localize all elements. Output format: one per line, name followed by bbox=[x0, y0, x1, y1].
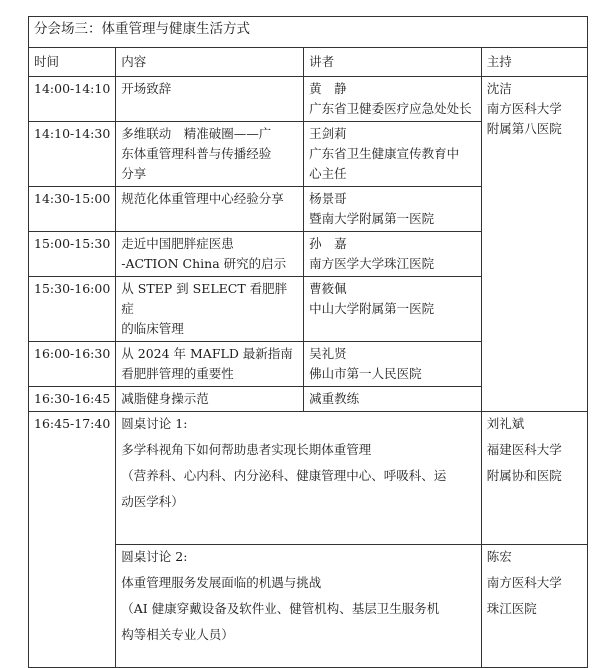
content-line: 减脂健身操示范 bbox=[121, 391, 209, 406]
table-row bbox=[29, 77, 588, 122]
header-host: 主持 bbox=[481, 48, 587, 77]
content-line: 从 STEP 到 SELECT 看肥胖症 bbox=[121, 281, 288, 316]
host-affiliation: 福建医科大学 bbox=[486, 442, 562, 457]
speaker-affiliation: 心主任 bbox=[309, 166, 347, 181]
speaker-affiliation: 暨南大学附属第一医院 bbox=[309, 211, 435, 226]
content-line: 开场致辞 bbox=[121, 81, 172, 96]
speaker-name: 王剑莉 bbox=[309, 126, 347, 141]
roundtable-title: 圆桌讨论 1: bbox=[121, 416, 188, 431]
row-speaker bbox=[304, 342, 482, 387]
content-line: 东体重管理科普与传播经验 bbox=[121, 146, 272, 161]
content-line: -ACTION China 研究的启示 bbox=[121, 256, 287, 271]
row-content bbox=[116, 277, 304, 342]
schedule-table bbox=[28, 16, 588, 668]
speaker-affiliation: 南方医学大学珠江医院 bbox=[309, 256, 435, 271]
row-time: 15:00-15:30 bbox=[29, 232, 116, 277]
roundtable-participants: （AI 健康穿戴设备及软件业、健管机构、基层卫生服务机 bbox=[121, 601, 440, 616]
roundtable-participants: 动医学科） bbox=[121, 494, 184, 509]
row-time: 14:10-14:30 bbox=[29, 122, 116, 187]
host-affiliation: 南方医科大学 bbox=[486, 575, 562, 590]
table-row bbox=[29, 412, 588, 545]
row-time: 14:30-15:00 bbox=[29, 187, 116, 232]
speaker-affiliation: 佛山市第一人民医院 bbox=[309, 366, 422, 381]
row-speaker bbox=[304, 122, 482, 187]
speaker-name: 黄 静 bbox=[309, 81, 347, 96]
speaker-affiliation: 广东省卫健委医疗应急处处长 bbox=[309, 101, 472, 116]
header-time: 时间 bbox=[29, 48, 116, 77]
host-name: 沈洁 bbox=[486, 81, 512, 96]
row-content bbox=[116, 122, 304, 187]
host-affiliation: 珠江医院 bbox=[486, 601, 537, 616]
roundtable-time: 16:45-17:40 bbox=[29, 412, 116, 668]
speaker-affiliation: 中山大学附属第一医院 bbox=[309, 301, 435, 316]
roundtable-1 bbox=[116, 412, 481, 545]
table-title: 分会场三：体重管理与健康生活方式 bbox=[29, 17, 588, 48]
roundtable-title: 圆桌讨论 2: bbox=[121, 549, 188, 564]
row-time: 15:30-16:00 bbox=[29, 277, 116, 342]
content-line: 分享 bbox=[121, 166, 147, 181]
content-line: 看肥胖管理的重要性 bbox=[121, 366, 234, 381]
host-cell bbox=[481, 77, 587, 412]
content-line: 多维联动 精准破圈——广 bbox=[121, 126, 272, 141]
host-affiliation: 附属第八医院 bbox=[486, 121, 562, 136]
row-speaker bbox=[304, 277, 482, 342]
row-speaker bbox=[304, 77, 482, 122]
content-line: 的临床管理 bbox=[121, 321, 184, 336]
speaker-name: 杨景哥 bbox=[309, 191, 347, 206]
speaker-name: 减重教练 bbox=[309, 391, 360, 406]
roundtable-1-host bbox=[481, 412, 587, 545]
roundtable-participants: （营养科、心内科、内分泌科、健康管理中心、呼吸科、运 bbox=[121, 468, 447, 483]
header-content: 内容 bbox=[116, 48, 304, 77]
row-speaker bbox=[304, 187, 482, 232]
row-content bbox=[116, 387, 304, 412]
host-name: 陈宏 bbox=[486, 549, 512, 564]
content-line: 规范化体重管理中心经验分享 bbox=[121, 191, 284, 206]
host-name: 刘礼斌 bbox=[486, 416, 525, 431]
row-content bbox=[116, 187, 304, 232]
host-affiliation: 南方医科大学 bbox=[486, 101, 562, 116]
row-time: 16:00-16:30 bbox=[29, 342, 116, 387]
speaker-name: 曹筱佩 bbox=[309, 281, 347, 296]
row-speaker bbox=[304, 387, 482, 412]
row-time: 14:00-14:10 bbox=[29, 77, 116, 122]
roundtable-2 bbox=[116, 545, 481, 668]
row-content bbox=[116, 232, 304, 277]
row-speaker bbox=[304, 232, 482, 277]
row-content bbox=[116, 342, 304, 387]
roundtable-participants: 构等相关专业人员） bbox=[121, 627, 234, 642]
roundtable-topic: 多学科视角下如何帮助患者实现长期体重管理 bbox=[121, 442, 372, 457]
speaker-affiliation: 广东省卫生健康宣传教育中 bbox=[309, 146, 460, 161]
content-line: 走近中国肥胖症医患 bbox=[121, 236, 234, 251]
roundtable-topic: 体重管理服务发展面临的机遇与挑战 bbox=[121, 575, 322, 590]
header-speaker: 讲者 bbox=[304, 48, 482, 77]
speaker-name: 吴礼贤 bbox=[309, 346, 347, 361]
roundtable-2-host bbox=[481, 545, 587, 668]
content-line: 从 2024 年 MAFLD 最新指南 bbox=[121, 346, 293, 361]
speaker-name: 孙 嘉 bbox=[309, 236, 347, 251]
row-content bbox=[116, 77, 304, 122]
row-time: 16:30-16:45 bbox=[29, 387, 116, 412]
host-affiliation: 附属协和医院 bbox=[486, 468, 562, 483]
